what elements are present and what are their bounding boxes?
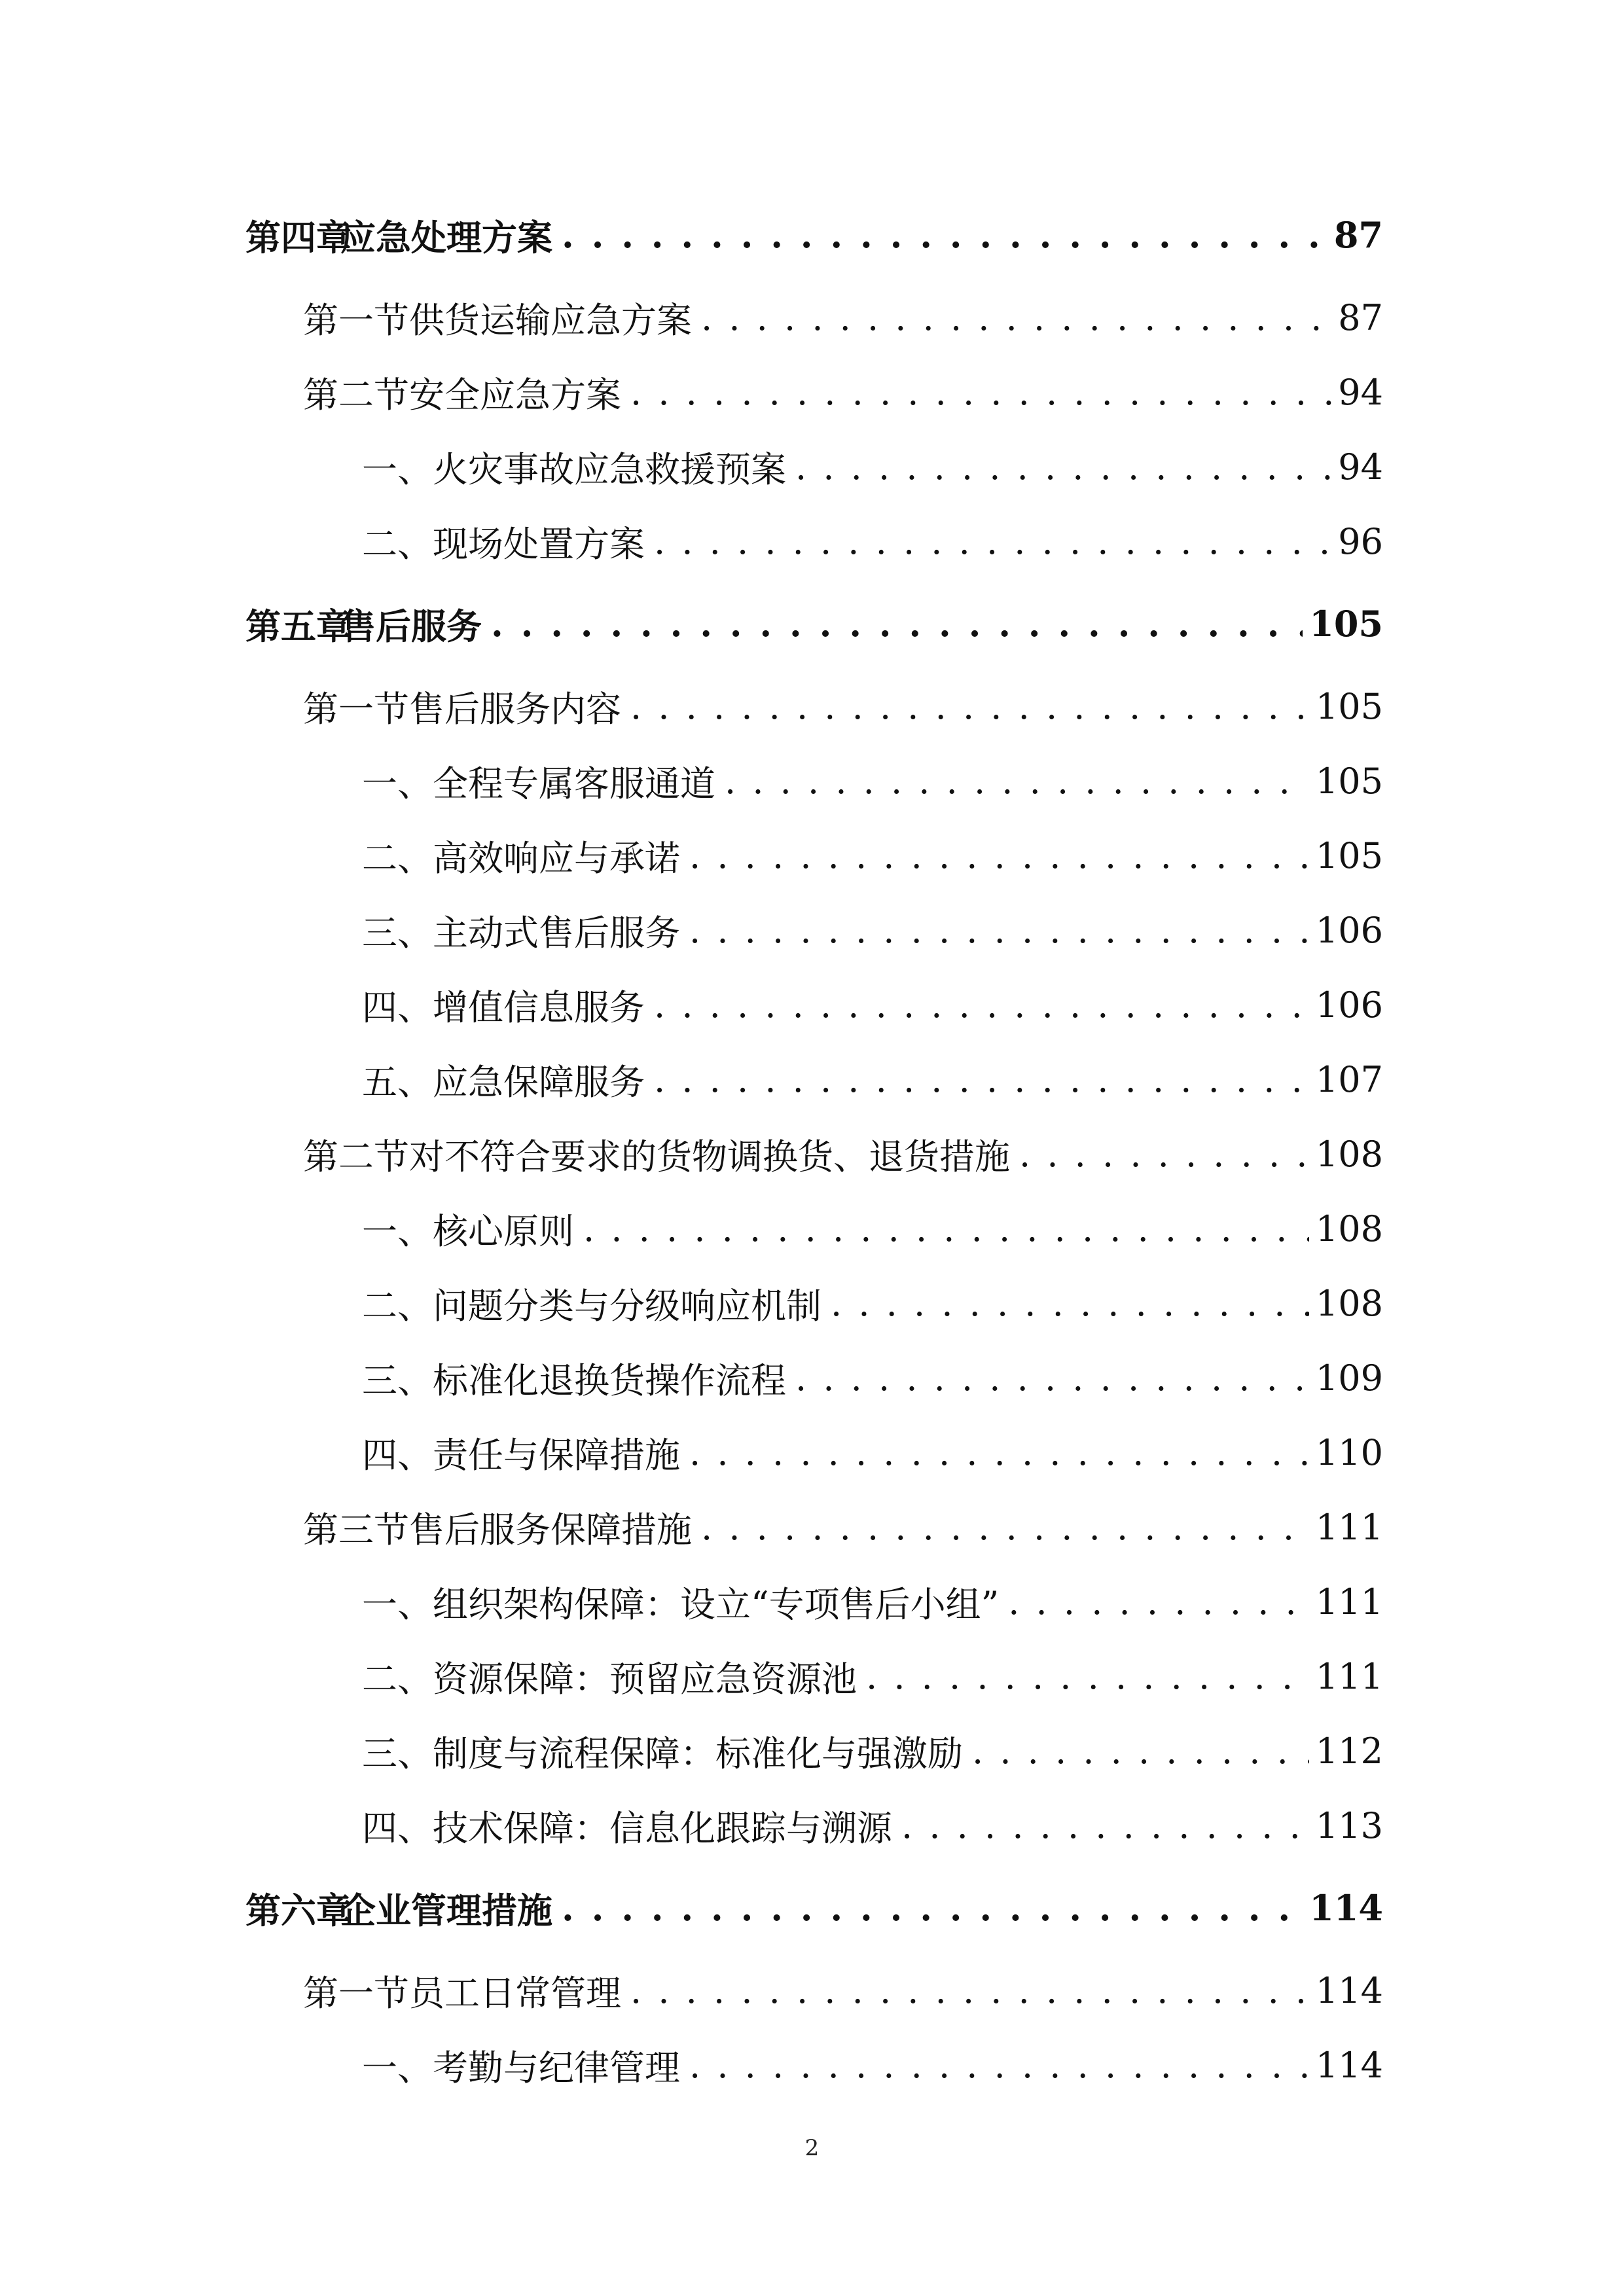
toc-entry-page: 113 [1315, 1804, 1383, 1846]
toc-entry-number: 四、 [362, 986, 433, 1028]
toc-entry-title: 火灾事故应急救援预案 [433, 448, 786, 490]
toc-entry-title: 考勤与纪律管理 [433, 2047, 680, 2089]
dot-leader [630, 1970, 1309, 2011]
dot-leader [689, 835, 1309, 876]
toc-entry-title: 制度与流程保障：标准化与强激励 [433, 1732, 963, 1774]
toc-entry-title: 技术保障：信息化跟踪与溯源 [433, 1807, 892, 1849]
toc-entry-number: 二、 [362, 1285, 433, 1327]
toc-entry-title: 售后服务保障措施 [409, 1509, 692, 1551]
toc-entry-number: 二、 [362, 837, 433, 879]
toc-entry-page: 112 [1315, 1730, 1383, 1772]
dot-leader [831, 1283, 1309, 1324]
toc-entry-page: 96 [1338, 520, 1383, 562]
toc-entry-page: 87 [1338, 296, 1383, 338]
toc-entry-title: 应急保障服务 [433, 1061, 645, 1103]
toc-item-entry[interactable] [0, 1788, 1383, 1863]
toc-item-entry[interactable] [0, 967, 1383, 1042]
toc-chapter-entry[interactable] [0, 1871, 1383, 1945]
dot-leader [654, 521, 1331, 562]
dot-leader [689, 1432, 1309, 1473]
toc-section-entry[interactable] [0, 1490, 1383, 1564]
toc-entry-number: 三、 [362, 912, 433, 954]
toc-entry-page: 111 [1315, 1581, 1383, 1623]
toc-section-entry[interactable] [0, 1117, 1383, 1191]
dot-leader [630, 686, 1309, 727]
toc-entry-page: 110 [1315, 1431, 1383, 1473]
toc-entry-page: 106 [1315, 909, 1383, 951]
toc-entry-title: 对不符合要求的货物调换货、退货措施 [409, 1136, 1010, 1177]
toc-entry-title: 供货运输应急方案 [409, 299, 692, 341]
toc-item-entry[interactable] [0, 1713, 1383, 1788]
toc-item-entry[interactable] [0, 429, 1383, 504]
toc-section-entry[interactable] [0, 669, 1383, 744]
toc-entry-number: 一、 [362, 2047, 433, 2089]
toc-entry-title: 企业管理措施 [340, 1889, 552, 1931]
toc-entry-number: 一、 [362, 1210, 433, 1252]
toc-entry-number: 三、 [362, 1732, 433, 1774]
dot-leader [866, 1656, 1309, 1697]
toc-item-entry[interactable] [0, 504, 1383, 579]
toc-entry-title: 现场处置方案 [433, 523, 645, 565]
dot-leader [491, 603, 1303, 645]
toc-section-entry[interactable] [0, 1953, 1383, 2028]
toc-entry-number: 第一节 [303, 1972, 409, 2014]
toc-entry-title: 主动式售后服务 [433, 912, 680, 954]
toc-entry-number: 五、 [362, 1061, 433, 1103]
toc-item-entry[interactable] [0, 1415, 1383, 1490]
toc-entry-number: 第五章 [245, 605, 352, 647]
toc-entry-title: 组织架构保障：设立“专项售后小组” [433, 1583, 1000, 1625]
toc-entry-number: 第三节 [303, 1509, 409, 1551]
toc-entry-number: 二、 [362, 1658, 433, 1700]
toc-entry-number: 第一节 [303, 688, 409, 730]
toc-entry-page: 105 [1315, 834, 1383, 876]
toc-item-entry[interactable] [0, 1191, 1383, 1266]
toc-entry-page: 114 [1309, 1887, 1383, 1929]
dot-leader [583, 1208, 1309, 1249]
toc-entry-title: 问题分类与分级响应机制 [433, 1285, 821, 1327]
toc-entry-page: 87 [1333, 214, 1383, 256]
toc-entry-number: 第一节 [303, 299, 409, 341]
dot-leader [1008, 1581, 1309, 1623]
toc-entry-title: 售后服务 [340, 605, 482, 647]
toc-chapter-entry[interactable] [0, 586, 1383, 661]
dot-leader [562, 1887, 1303, 1929]
toc-entry-number: 四、 [362, 1434, 433, 1476]
toc-entry-title: 核心原则 [433, 1210, 574, 1252]
toc-entry-number: 第二节 [303, 1136, 409, 1177]
dot-leader [701, 1507, 1309, 1548]
dot-leader [725, 761, 1309, 802]
dot-leader [689, 910, 1309, 951]
toc-entry-page: 94 [1338, 446, 1383, 488]
toc-entry-title: 责任与保障措施 [433, 1434, 680, 1476]
dot-leader [701, 297, 1331, 338]
dot-leader [1019, 1134, 1309, 1175]
toc-section-entry[interactable] [0, 280, 1383, 355]
toc-item-entry[interactable] [0, 2028, 1383, 2102]
toc-entry-title: 应急处理方案 [340, 216, 552, 259]
toc-item-entry[interactable] [0, 1564, 1383, 1639]
dot-leader [901, 1805, 1309, 1846]
toc-entry-number: 第四章 [245, 216, 352, 259]
toc-entry-page: 105 [1309, 603, 1383, 645]
toc-entry-title: 安全应急方案 [409, 374, 621, 416]
toc-entry-page: 105 [1315, 685, 1383, 727]
dot-leader [654, 1059, 1309, 1100]
toc-item-entry[interactable] [0, 1266, 1383, 1340]
dot-leader [654, 984, 1309, 1026]
toc-entry-title: 标准化退换货操作流程 [433, 1359, 786, 1401]
toc-entry-page: 108 [1315, 1208, 1383, 1249]
toc-entry-title: 员工日常管理 [409, 1972, 621, 2014]
toc-item-entry[interactable] [0, 1340, 1383, 1415]
toc-item-entry[interactable] [0, 1639, 1383, 1713]
toc-item-entry[interactable] [0, 893, 1383, 967]
dot-leader [795, 446, 1331, 488]
toc-item-entry[interactable] [0, 818, 1383, 893]
dot-leader [689, 2045, 1309, 2086]
toc-entry-number: 一、 [362, 448, 433, 490]
toc-entry-page: 111 [1315, 1506, 1383, 1548]
toc-entry-number: 三、 [362, 1359, 433, 1401]
toc-entry-title: 增值信息服务 [433, 986, 645, 1028]
toc-entry-page: 114 [1315, 2044, 1383, 2086]
toc-entry-page: 111 [1315, 1655, 1383, 1697]
toc-entry-number: 第六章 [245, 1889, 352, 1931]
toc-entry-title: 全程专属客服通道 [433, 762, 715, 804]
table-of-contents [0, 190, 1624, 2102]
toc-entry-page: 105 [1315, 760, 1383, 802]
dot-leader [630, 372, 1331, 413]
toc-entry-number: 一、 [362, 762, 433, 804]
toc-item-entry[interactable] [0, 1042, 1383, 1117]
toc-entry-number: 四、 [362, 1807, 433, 1849]
toc-entry-title: 资源保障：预留应急资源池 [433, 1658, 857, 1700]
toc-entry-page: 109 [1315, 1357, 1383, 1399]
toc-entry-number: 一、 [362, 1583, 433, 1625]
toc-entry-page: 108 [1315, 1282, 1383, 1324]
toc-entry-number: 二、 [362, 523, 433, 565]
dot-leader [795, 1357, 1309, 1399]
toc-entry-page: 114 [1315, 1969, 1383, 2011]
page-number: 2 [804, 2135, 820, 2161]
toc-section-entry[interactable] [0, 355, 1383, 429]
toc-entry-page: 94 [1338, 371, 1383, 413]
toc-item-entry[interactable] [0, 744, 1383, 818]
toc-chapter-entry[interactable] [0, 198, 1383, 272]
toc-entry-page: 106 [1315, 984, 1383, 1026]
toc-entry-number: 第二节 [303, 374, 409, 416]
toc-entry-title: 售后服务内容 [409, 688, 621, 730]
toc-entry-page: 107 [1315, 1058, 1383, 1100]
dot-leader [972, 1731, 1309, 1772]
dot-leader [562, 214, 1327, 256]
toc-entry-page: 108 [1315, 1133, 1383, 1175]
toc-entry-title: 高效响应与承诺 [433, 837, 680, 879]
